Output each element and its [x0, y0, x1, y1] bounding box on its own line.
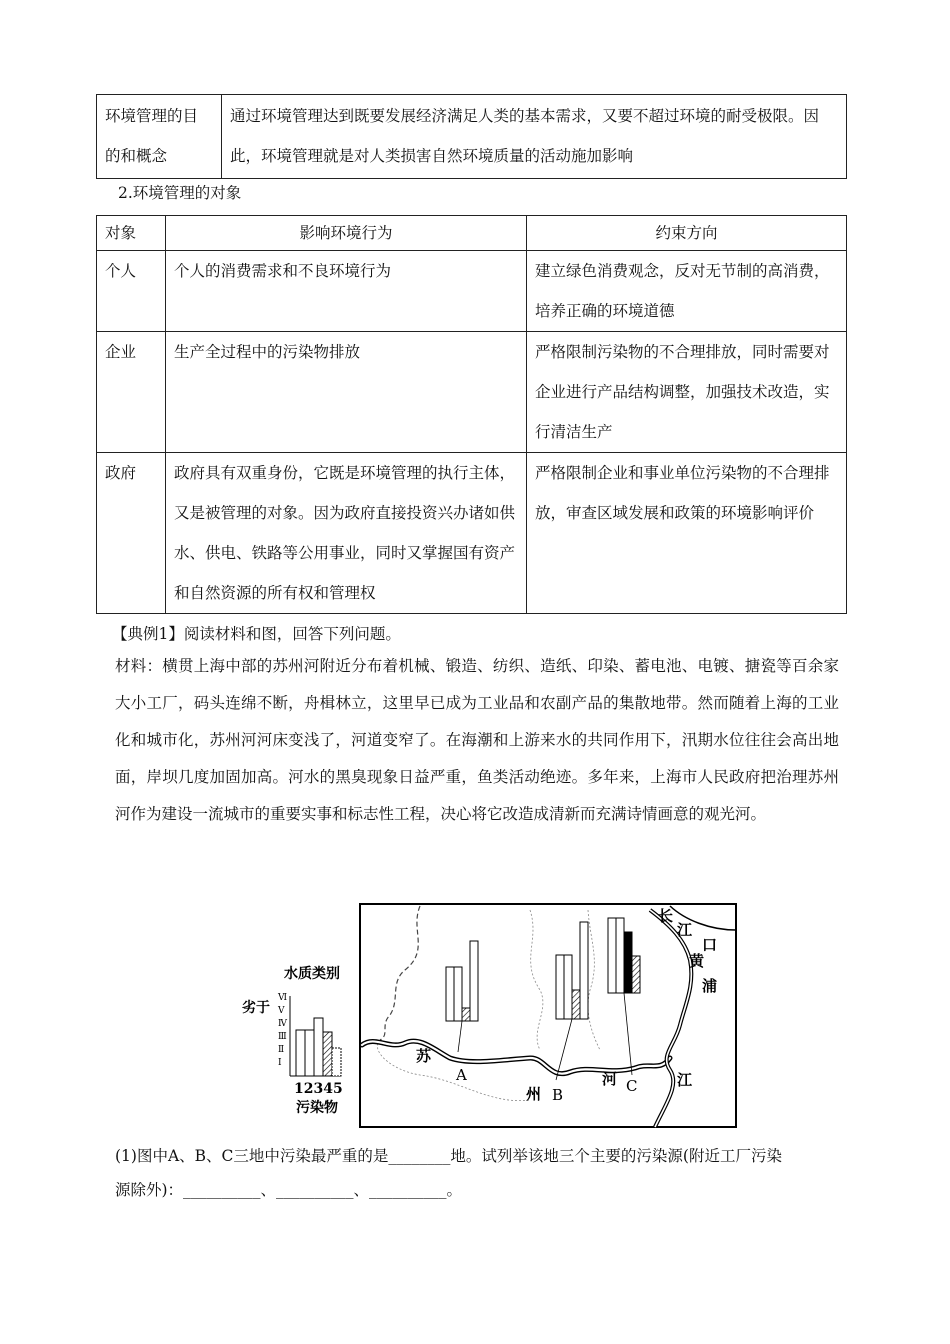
- example-title: 【典例1】阅读材料和图，回答下列问题。: [112, 625, 401, 643]
- legend-class: Ⅳ: [278, 1019, 287, 1029]
- legend-worse-label: 劣于: [242, 1000, 270, 1016]
- label-su: 苏: [416, 1047, 432, 1065]
- legend-bar: [296, 1030, 305, 1076]
- management-objects-table: [96, 215, 847, 614]
- district-boundary: [588, 910, 600, 1050]
- label-c: C: [626, 1077, 638, 1095]
- cell-behavior: 个人的消费需求和不良环境行为: [166, 251, 527, 332]
- legend-bar: [332, 1048, 341, 1076]
- concept-content-cell: 通过环境管理达到既要发展经济满足人类的基本需求，又要不超过环境的耐受极限。因此，环境管理就是对人类损害自然环境质量的活动施加影响: [222, 95, 847, 179]
- header-behavior: 影响环境行为: [166, 216, 527, 251]
- legend-bar: [323, 1032, 332, 1076]
- table-header-row: [97, 216, 847, 251]
- site-c-bars: [608, 918, 640, 1075]
- legend-numbers: 12345: [294, 1081, 343, 1097]
- label-b: B: [552, 1086, 564, 1104]
- legend-class: Ⅱ: [278, 1045, 285, 1055]
- label-a: A: [456, 1066, 467, 1084]
- legend-class: Ⅵ: [278, 993, 288, 1003]
- site-b-bars: [556, 922, 588, 1080]
- material-paragraph: 材料：横贯上海中部的苏州河附近分布着机械、锻造、纺织、造纸、印染、蓄电池、电镀、搪瓷等百余家大小工厂，码头连绵不断，舟楫林立，这里早已成为工业品和农副产品的集散地带。然而随着上海的工业化和城市化，苏州河河床变浅了，河道变窄了。在海潮和上游来水的共同作用下，汛期水位往往会高出地面，岸坝几度加固加高。河水的黑臭现象日益严重，鱼类活动绝迹。多年来，上海市人民政府把治理苏州河作为建设一流城市的重要实事和标志性工程，决心将它改造成清新而充满诗情画意的观光河。: [115, 657, 839, 823]
- label-pu: 浦: [702, 977, 718, 995]
- cell-direction: 建立绿色消费观念，反对无节制的高消费，培养正确的环境道德: [527, 251, 847, 332]
- site-a-bars: [446, 941, 478, 1052]
- cell-behavior: 政府具有双重身份，它既是环境管理的执行主体，又是被管理的对象。因为政府直接投资兴办诸如供水、供电、铁路等公用事业，同时又掌握国有资产和自然资源的所有权和管理权: [166, 453, 527, 614]
- label-zhou: 州: [526, 1085, 542, 1103]
- table-row: [97, 95, 847, 179]
- header-direction: 约束方向: [527, 216, 847, 251]
- legend-class: Ⅲ: [278, 1032, 287, 1042]
- label-kou: 口: [702, 936, 718, 954]
- label-chang: 长: [658, 907, 674, 925]
- legend-bar: [305, 1030, 314, 1076]
- cell-behavior: 生产全过程中的污染物排放: [166, 332, 527, 453]
- label-huang: 黄: [689, 952, 705, 970]
- legend-bar: [314, 1018, 323, 1076]
- legend-class: Ⅰ: [278, 1058, 282, 1068]
- table-row: [97, 251, 847, 332]
- cell-object: 个人: [97, 251, 166, 332]
- question-1-line-2: 源除外)：__________、__________、__________。: [115, 1181, 463, 1199]
- concept-table: [96, 94, 847, 179]
- table-row: [97, 453, 847, 614]
- legend-title: 水质类别: [284, 966, 340, 982]
- legend-chart: [242, 965, 343, 1116]
- district-boundary: [380, 906, 420, 1040]
- table-row: [97, 332, 847, 453]
- question-1-line-1: (1)图中A、B、C三地中污染最严重的是________地。试列举该地三个主要的污染源(附近工厂污染: [115, 1147, 782, 1165]
- concept-label-cell: 环境管理的目的和概念: [97, 95, 222, 179]
- district-boundary: [377, 1040, 530, 1101]
- suzhou-river: [362, 1041, 670, 1074]
- legend-class: Ⅴ: [278, 1006, 285, 1016]
- cell-direction: 严格限制企业和事业单位污染物的不合理排放，审查区域发展和政策的环境影响评价: [527, 453, 847, 614]
- cell-direction: 严格限制污染物的不合理排放，同时需要对企业进行产品结构调整，加强技术改造，实行清洁生产: [527, 332, 847, 453]
- label-jiang2: 江: [677, 1071, 693, 1089]
- cell-object: 政府: [97, 453, 166, 614]
- section-title: 2.环境管理的对象: [118, 184, 242, 202]
- cell-object: 企业: [97, 332, 166, 453]
- legend-xlabel: 污染物: [296, 1100, 338, 1116]
- label-jiang1: 江: [677, 921, 693, 939]
- district-boundary: [530, 910, 543, 1050]
- header-object: 对象: [97, 216, 166, 251]
- label-he: 河: [602, 1070, 618, 1088]
- suzhou-river-map: [240, 900, 740, 1132]
